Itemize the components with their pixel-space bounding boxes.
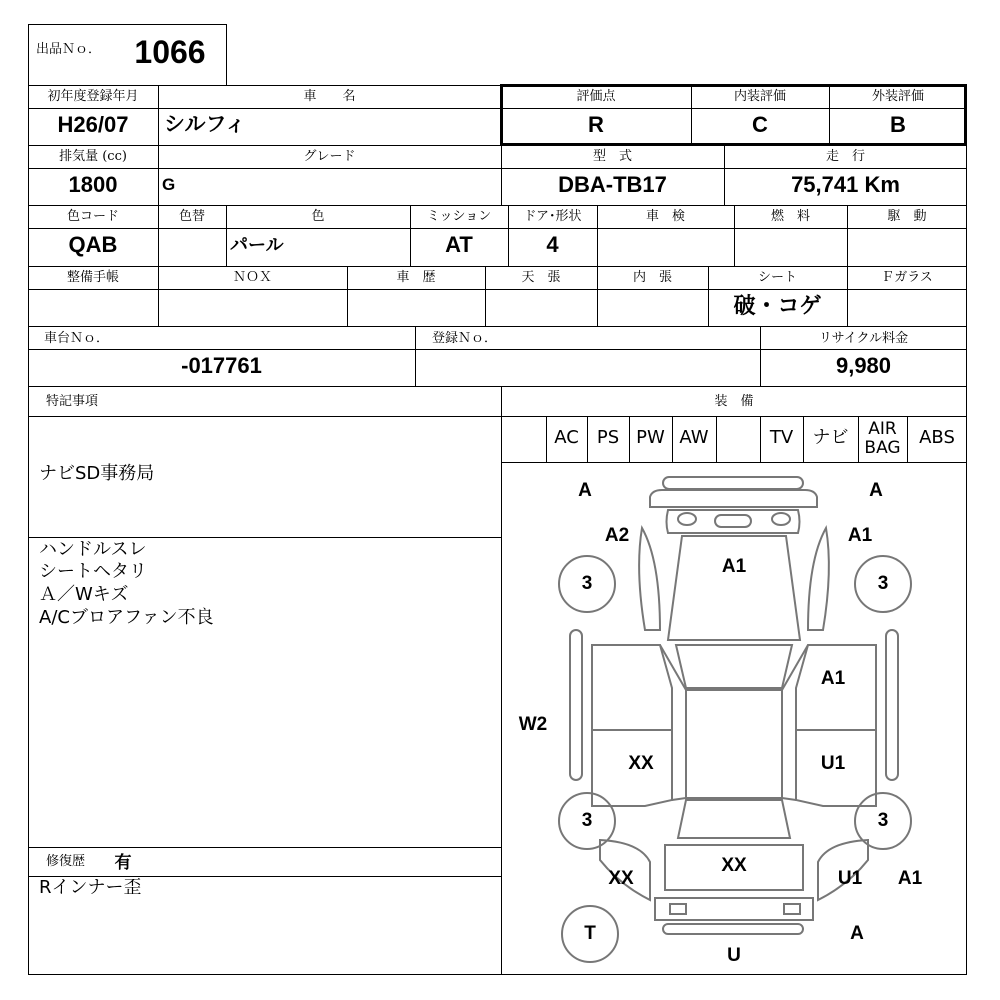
rear-plate-shape bbox=[670, 904, 686, 914]
inner-value bbox=[597, 291, 708, 321]
front-bumper-shape bbox=[650, 490, 817, 507]
repair-label: 修復歴 bbox=[46, 854, 86, 869]
notes-label: 特記事項 bbox=[46, 394, 99, 409]
mission-value: AT bbox=[445, 232, 473, 257]
seat-label: シート bbox=[757, 270, 797, 285]
first-reg-label: 初年度登録年月 bbox=[47, 89, 139, 104]
displacement-label: 排気量 (cc) bbox=[59, 149, 127, 164]
emblem-shape bbox=[715, 515, 751, 527]
damage-mark: 3 bbox=[581, 810, 593, 831]
hood-shape bbox=[668, 536, 800, 640]
damage-mark: 3 bbox=[581, 573, 593, 594]
rear-window-shape bbox=[678, 800, 790, 838]
equipment-item bbox=[501, 418, 546, 462]
damage-mark: U1 bbox=[820, 753, 846, 774]
color-change-value bbox=[158, 230, 226, 260]
damage-mark: T bbox=[584, 923, 596, 944]
equipment-abs: ABS bbox=[919, 427, 955, 448]
left-front-fender-shape bbox=[639, 528, 660, 630]
notes-line: Ａ／Wキズ bbox=[39, 584, 129, 605]
door-label: ドア･形状 bbox=[523, 209, 582, 224]
mileage-label: 走 行 bbox=[825, 149, 865, 164]
mission-label: ミッション bbox=[426, 209, 492, 224]
fglass-value bbox=[847, 291, 967, 321]
inspection-value bbox=[597, 230, 734, 260]
registration-value bbox=[415, 351, 760, 381]
damage-mark: XX bbox=[608, 868, 634, 889]
grid-line bbox=[28, 205, 967, 206]
first-reg-value: H26/07 bbox=[57, 112, 129, 137]
chassis-label: 車台Ｎｏ． bbox=[44, 331, 110, 346]
interior-label: 内装評価 bbox=[733, 89, 786, 104]
score-value: R bbox=[588, 112, 604, 137]
color-value: パール bbox=[230, 235, 284, 255]
equipment-ac: AC bbox=[554, 427, 579, 448]
left-pillar-shape bbox=[570, 630, 582, 780]
lot-label: 出品Ｎｏ． bbox=[36, 42, 102, 57]
nox-label: ＮＯＸ bbox=[232, 270, 272, 285]
damage-mark: A bbox=[578, 480, 592, 501]
rear-bumper-shape bbox=[663, 924, 803, 934]
roof-shape bbox=[686, 690, 782, 798]
ceiling-label: 天 張 bbox=[521, 270, 561, 285]
maintenance-label: 整備手帳 bbox=[66, 270, 119, 285]
rear-plate-shape bbox=[784, 904, 800, 914]
damage-mark: A bbox=[869, 480, 883, 501]
damage-mark: U1 bbox=[837, 868, 863, 889]
exterior-label: 外装評価 bbox=[871, 89, 924, 104]
right-front-fender-shape bbox=[808, 528, 829, 630]
equipment-tv: TV bbox=[769, 427, 794, 448]
fglass-label: Ｆガラス bbox=[881, 270, 933, 285]
score-label: 評価点 bbox=[576, 89, 616, 104]
grid-line bbox=[28, 847, 501, 848]
equipment-aw: AW bbox=[679, 427, 709, 448]
car-name-label: 車 名 bbox=[303, 89, 356, 104]
car-diagram bbox=[501, 462, 967, 975]
windshield-shape bbox=[676, 645, 792, 688]
color-code-label: 色コード bbox=[66, 209, 119, 224]
lot-number: 1066 bbox=[134, 34, 206, 70]
equipment-ps: PS bbox=[596, 427, 620, 448]
mileage-value: 75,741 Km bbox=[791, 172, 900, 197]
recycle-value: 9,980 bbox=[835, 353, 892, 378]
repair-value: 有 bbox=[114, 853, 132, 872]
notes-line: シートヘタリ bbox=[39, 561, 147, 582]
right-pillar-shape bbox=[886, 630, 898, 780]
equipment-navi: ナビ bbox=[812, 427, 849, 448]
registration-label: 登録Ｎｏ． bbox=[432, 331, 498, 346]
repair-detail: Rインナー歪 bbox=[39, 877, 142, 898]
notes-top: ナビSD事務局 bbox=[39, 463, 155, 484]
inspection-label: 車 検 bbox=[645, 209, 685, 224]
damage-mark: A1 bbox=[897, 868, 923, 889]
history-value bbox=[347, 291, 485, 321]
damage-mark: A2 bbox=[604, 525, 630, 546]
damage-mark: A1 bbox=[721, 556, 747, 577]
damage-mark: 3 bbox=[877, 573, 889, 594]
color-code-value: QAB bbox=[68, 232, 118, 257]
color-label: 色 bbox=[311, 209, 325, 224]
grid-line bbox=[28, 416, 967, 417]
equipment-label: 装 備 bbox=[714, 394, 754, 409]
damage-mark: A1 bbox=[820, 668, 846, 689]
ceiling-value bbox=[485, 291, 597, 321]
rear-bumper-shape bbox=[655, 898, 813, 920]
model-value: DBA-TB17 bbox=[558, 172, 667, 197]
seat-value: 破・コゲ bbox=[733, 293, 822, 318]
damage-mark: XX bbox=[628, 753, 654, 774]
equipment-item bbox=[716, 418, 760, 462]
recycle-label: リサイクル料金 bbox=[818, 331, 909, 346]
grid-line bbox=[28, 537, 501, 538]
grid-line bbox=[28, 228, 967, 229]
left-front-door-shape bbox=[592, 645, 672, 730]
emblem-shape bbox=[678, 513, 696, 525]
grid-line bbox=[28, 168, 967, 169]
equipment-pw: PW bbox=[636, 427, 665, 448]
grid-line bbox=[28, 289, 967, 290]
grade-label: グレード bbox=[303, 149, 356, 164]
car-name-value: シルフィ bbox=[164, 113, 246, 136]
equipment-airbag: AIR BAG bbox=[864, 419, 901, 458]
drive-label: 駆 動 bbox=[887, 209, 927, 224]
displacement-value: 1800 bbox=[68, 172, 118, 197]
grid-line bbox=[28, 266, 967, 267]
damage-mark: XX bbox=[721, 855, 747, 876]
maintenance-value bbox=[28, 291, 158, 321]
fuel-label: 燃 料 bbox=[770, 209, 810, 224]
notes-line: ハンドルスレ bbox=[39, 539, 147, 560]
fuel-value bbox=[734, 230, 847, 260]
nox-value bbox=[158, 291, 347, 321]
interior-value: C bbox=[752, 112, 768, 137]
model-label: 型 式 bbox=[592, 149, 632, 164]
door-value: 4 bbox=[546, 232, 559, 257]
grid-line bbox=[28, 326, 967, 327]
grade-value: G bbox=[162, 175, 176, 194]
drive-value bbox=[847, 230, 967, 260]
grid-line bbox=[28, 349, 967, 350]
chassis-value: -017761 bbox=[181, 353, 262, 378]
damage-mark: A bbox=[850, 923, 864, 944]
damage-mark: A1 bbox=[847, 525, 873, 546]
notes-line: A/Cブロアファン不良 bbox=[39, 607, 214, 628]
damage-mark: W2 bbox=[518, 714, 548, 735]
damage-mark: 3 bbox=[877, 810, 889, 831]
grid-line bbox=[28, 386, 967, 387]
front-bumper-shape bbox=[663, 477, 803, 489]
damage-mark: U bbox=[727, 945, 741, 966]
history-label: 車 歴 bbox=[396, 270, 436, 285]
color-change-label: 色替 bbox=[178, 209, 205, 224]
emblem-shape bbox=[772, 513, 790, 525]
exterior-value: B bbox=[890, 112, 906, 137]
inner-label: 内 張 bbox=[632, 270, 672, 285]
